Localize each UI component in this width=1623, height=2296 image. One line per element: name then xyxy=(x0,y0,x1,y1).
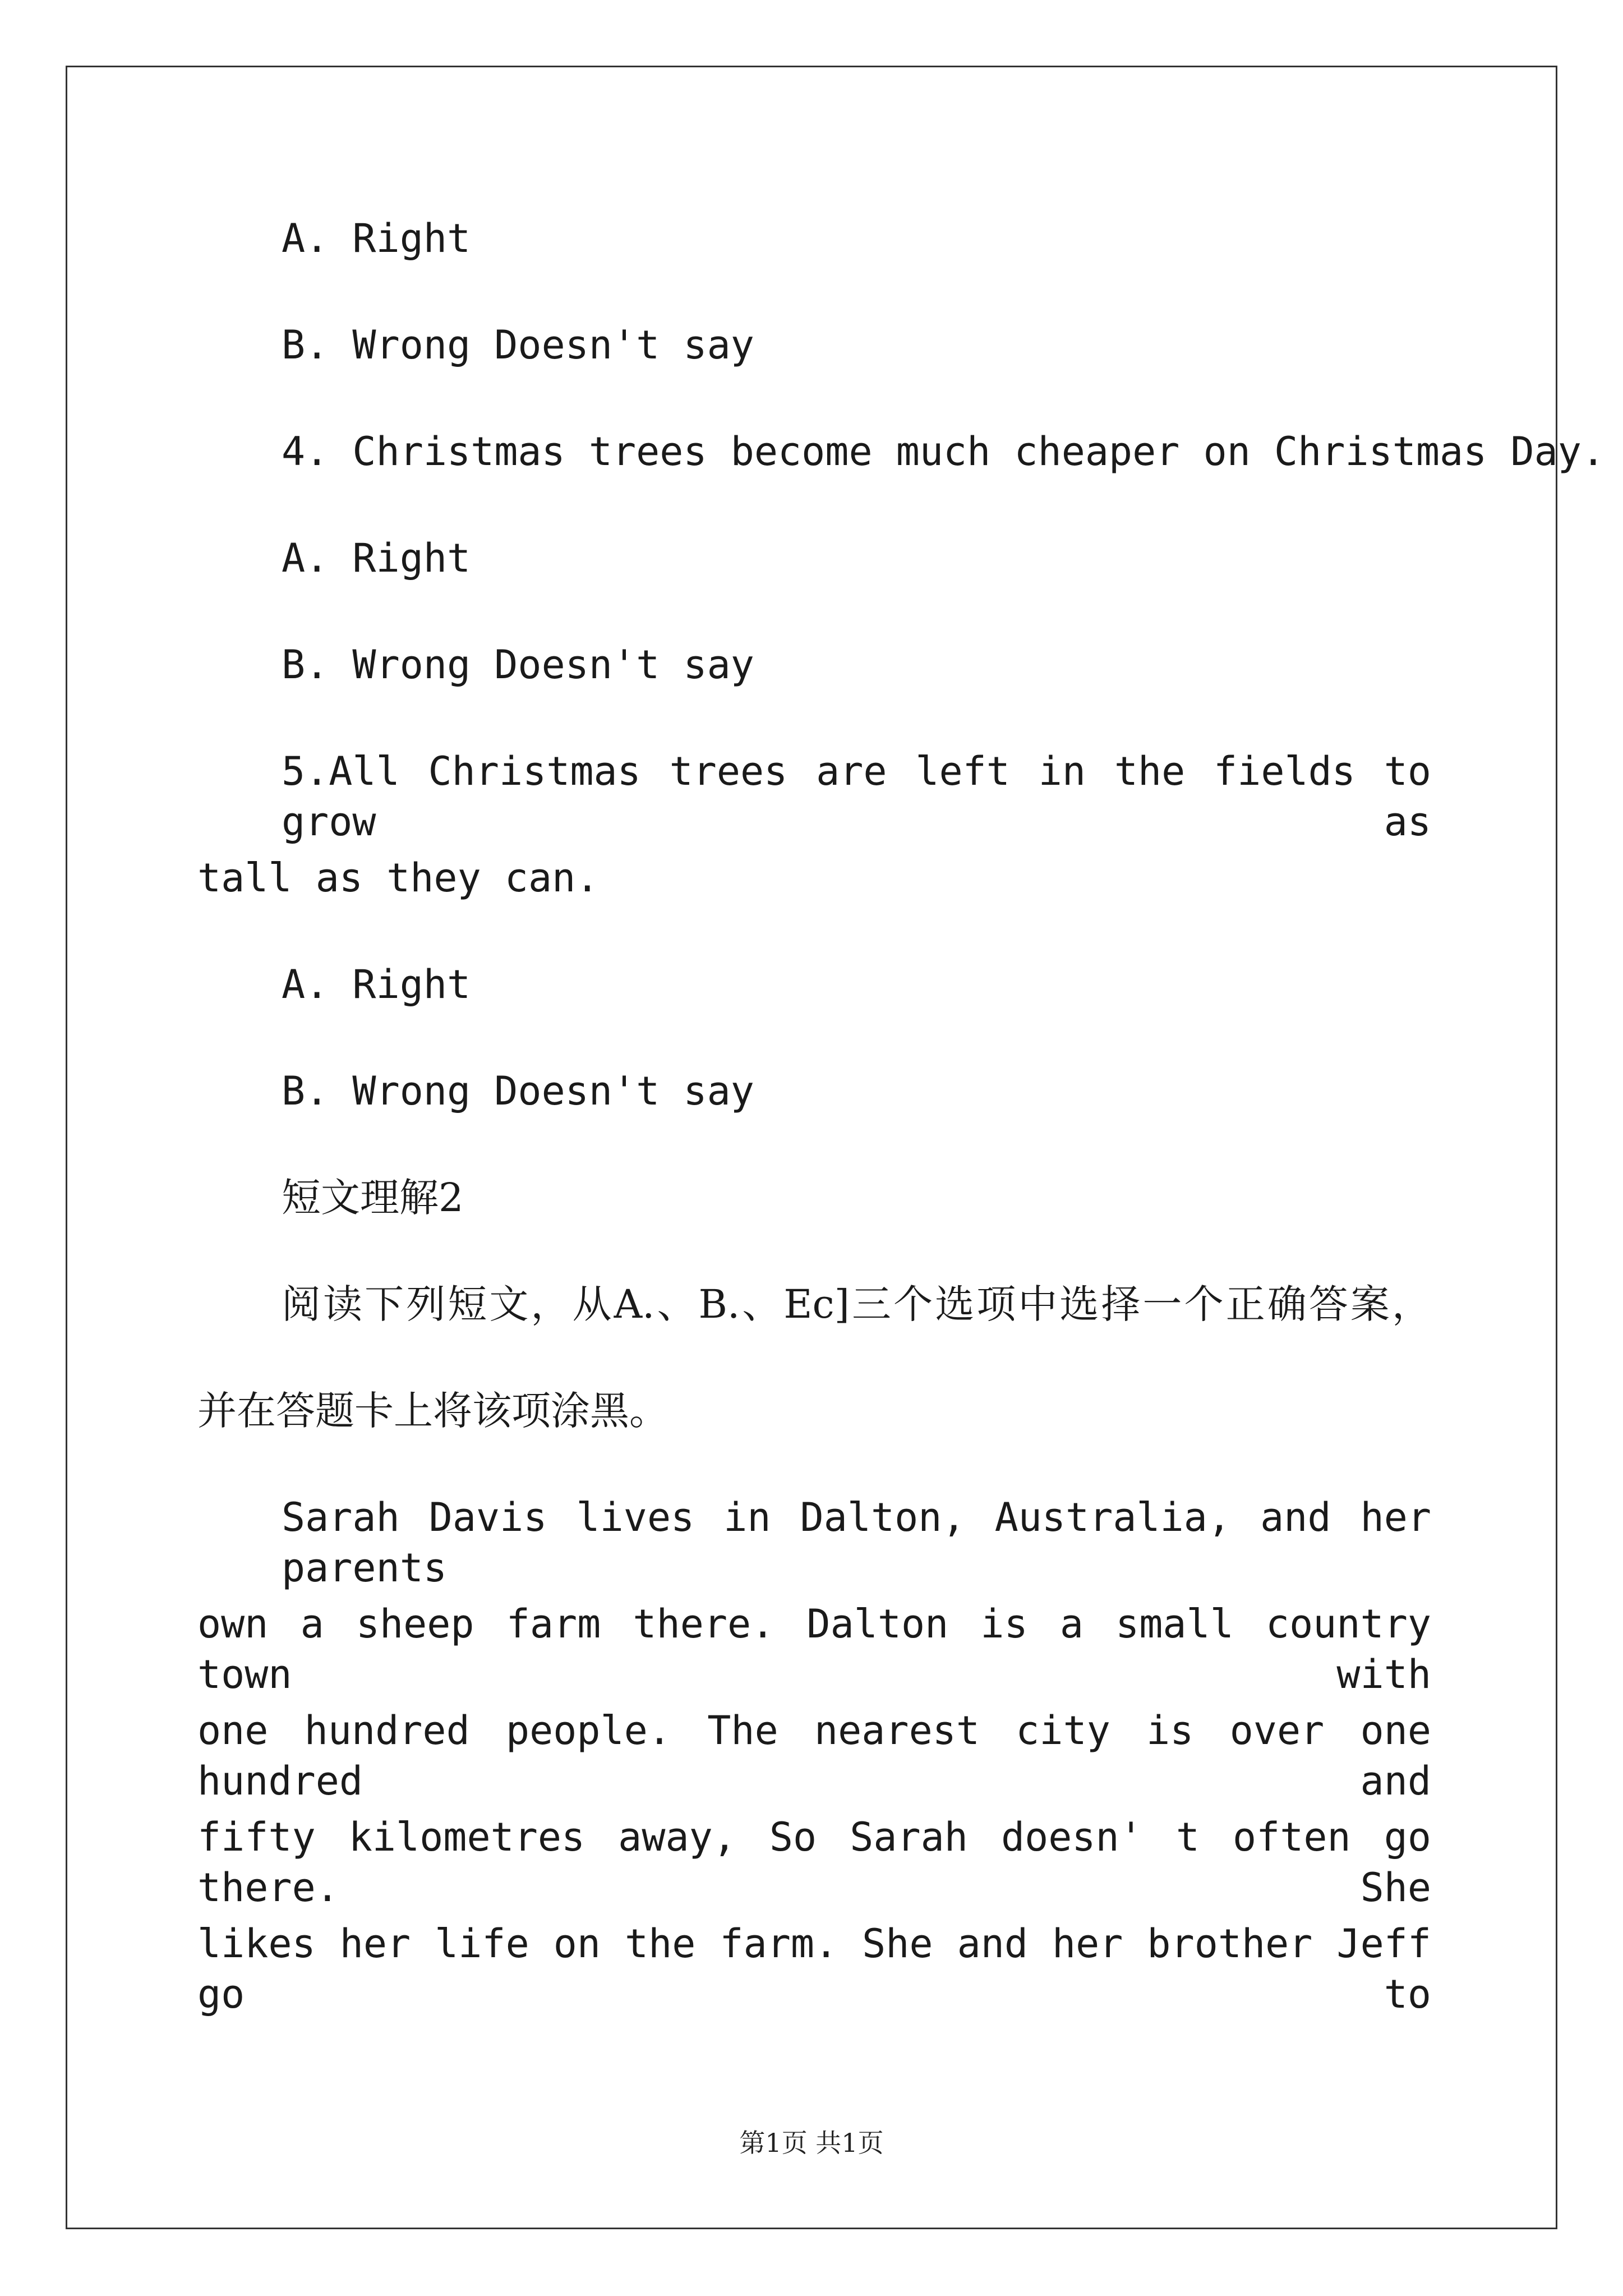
page-footer: 第1页 共1页 xyxy=(739,2128,884,2158)
passage-line4: fifty kilometres away, So Sarah doesn' t often go there. She xyxy=(197,1814,1431,1911)
option-a-q4: A. Right xyxy=(282,535,471,581)
option-a-q5: A. Right xyxy=(282,961,471,1007)
question-4: 4. Christmas trees become much cheaper on Christmas Day. xyxy=(282,429,1606,475)
instruction-line2: 并在答题卡上将该项涂黑。 xyxy=(197,1388,668,1434)
section-heading: 短文理解2 xyxy=(282,1175,464,1221)
option-b-q4: B. Wrong Doesn't say xyxy=(282,642,754,688)
option-a-q3: A. Right xyxy=(282,215,471,261)
passage-line3: one hundred people. The nearest city is over one hundred and xyxy=(197,1708,1431,1804)
option-b-q5: B. Wrong Doesn't say xyxy=(282,1068,754,1114)
passage-line5: likes her life on the farm. She and her brother Jeff go to xyxy=(197,1921,1431,2017)
passage-line2: own a sheep farm there. Dalton is a small country town with xyxy=(197,1601,1431,1697)
instruction-line1: 阅读下列短文，从A.、B.、Ec]三个选项中选择一个正确答案， xyxy=(282,1281,1431,1327)
question-5-line1: 5.All Christmas trees are left in the fields to grow as xyxy=(282,748,1431,845)
question-5-line2: tall as they can. xyxy=(197,855,600,901)
passage-line1: Sarah Davis lives in Dalton, Australia, and her parents xyxy=(282,1494,1431,1591)
option-b-q3: B. Wrong Doesn't say xyxy=(282,322,754,368)
